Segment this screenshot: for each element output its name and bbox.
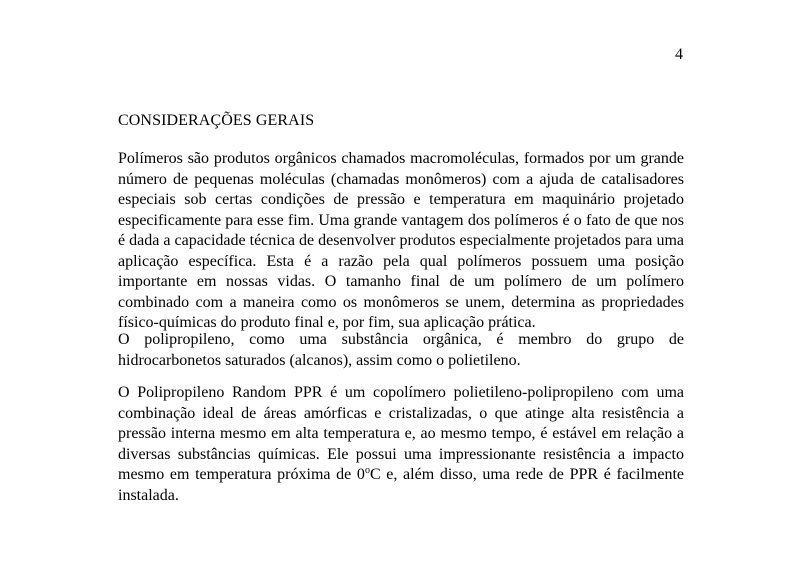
paragraph-ppr-text-end: C e, além disso, uma rede de PPR é facilmente instalada.: [118, 466, 684, 504]
paragraph-polymers: Polímeros são produtos orgânicos chamados macromoléculas, formados por um grande número de pequenas moléculas (chamadas monômeros) com a ajuda de catalisadores especiais sob certas condições de pressão e temperatura em maquinário projetado especificamente para esse fim. Uma grande vantagem dos polímeros é o fato de que nos é dada a capacidade técnica de desenvolver produtos especialmente projetados para uma aplicação específica. Esta é a razão pela qual polímeros possuem uma posição importante em nossas vidas. O tamanho final de um polímero de um polímero combinado com a maneira como os monômeros se unem, determina as propriedades físico-químicas do produto final e, por fim, sua aplicação prática.: [118, 150, 684, 331]
page-number: 4: [675, 46, 683, 63]
paragraph-polypropylene: O polipropileno, como uma substância orgânica, é membro do grupo de hidrocarbonetos saturados (alcanos), assim como o polietileno.: [118, 331, 684, 369]
section-heading: CONSIDERAÇÕES GERAIS: [118, 112, 315, 129]
degree-superscript: o: [364, 465, 370, 476]
paragraph-ppr: [118, 383, 684, 506]
paragraph-ppr-text-start: O Polipropileno Random PPR é um copolímero polietileno-polipropileno com uma combinação ideal de áreas amórficas e cristalizadas, o que atinge alta resistência a pressão interna mesmo em alta temperatura e, ao mesmo tempo, é estável em relação a diversas substâncias químicas. Ele possui uma impressionante resistência a impacto mesmo em temperatura próxima de 0: [118, 384, 684, 483]
